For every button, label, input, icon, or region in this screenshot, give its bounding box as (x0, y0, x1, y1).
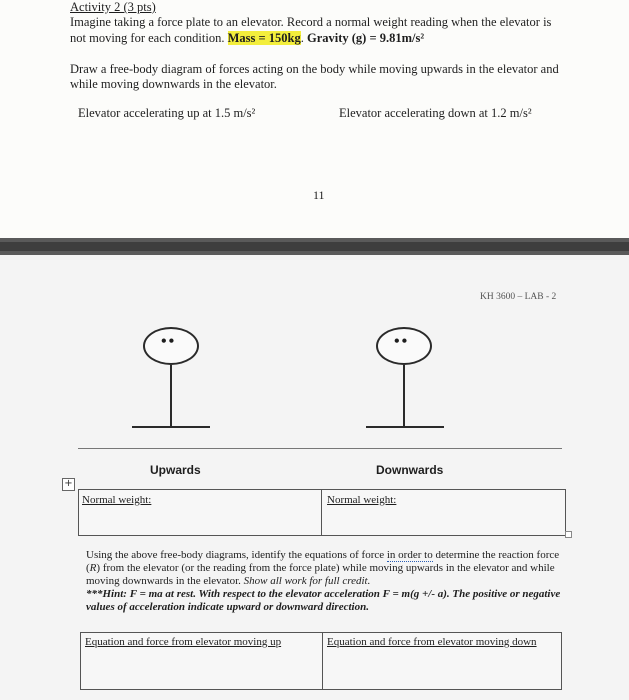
draw-instruction-line-1: Draw a free-body diagram of forces acting on the body while moving upwards in the elevator and (70, 62, 559, 76)
normal-weight-down-label: Normal weight: (327, 494, 397, 506)
equation-up-cell[interactable] (80, 632, 323, 690)
para-in-order-to: in order to (386, 549, 433, 561)
gravity-value: Gravity (g) = 9.81m/s² (306, 31, 425, 45)
table-move-handle-icon[interactable]: + (62, 478, 75, 491)
para-part-2: determine the reaction force ( (86, 549, 560, 574)
divider-line (78, 448, 562, 449)
page-separator-shadow (0, 242, 629, 251)
figure-eyes-down: •• (394, 333, 410, 350)
figure-eyes-up: •• (161, 333, 177, 350)
para-show-work: Show all work for full credit. (243, 575, 371, 587)
equation-down-label: Equation and force from elevator moving down (327, 636, 537, 648)
equation-down-cell[interactable] (322, 632, 562, 690)
equation-up-label: Equation and force from elevator moving up (85, 636, 282, 648)
downwards-label: Downwards (376, 463, 444, 477)
upwards-label: Upwards (150, 463, 201, 477)
figure-body-up (170, 365, 172, 427)
figure-base-up (132, 426, 210, 428)
para-part-1: Using the above free-body diagrams, identify the equations of force (86, 549, 387, 561)
instructions-paragraph (86, 549, 572, 614)
draw-instruction-line-2: while moving downwards in the elevator. (70, 77, 277, 91)
elevator-down-label: Elevator accelerating down at 1.2 m/s² (339, 106, 532, 120)
elevator-up-label: Elevator accelerating up at 1.5 m/s² (78, 106, 256, 120)
para-part-3: ) from the elevator (or the reading from the force plate) while moving upwards in the elevator and while moving downwards in the elevator. (86, 562, 555, 587)
mass-highlight: Mass = 150kg (227, 31, 301, 45)
intro-line-1: Imagine taking a force plate to an elevator. Record a normal weight reading when the elevator is (70, 15, 552, 29)
para-reaction-r: R (89, 562, 97, 574)
intro-line-2 (70, 31, 424, 46)
normal-weight-up-label: Normal weight: (82, 494, 152, 506)
course-header: KH 3600 – LAB - 2 (480, 292, 557, 302)
table-resize-handle-icon[interactable] (565, 531, 572, 538)
figure-body-down (403, 365, 405, 427)
activity-title: Activity 2 (3 pts) (70, 0, 156, 14)
figure-base-down (366, 426, 444, 428)
page-number: 11 (313, 188, 325, 202)
intro-line-2-mid: . (300, 31, 307, 45)
hint-text: ***Hint: F = ma at rest. With respect to the elevator acceleration F = m(g +/- a). The positive or negative values of acceleration indicate upward or downward direction. (86, 588, 561, 613)
normal-weight-down-cell[interactable] (321, 489, 566, 536)
intro-line-2-start: not moving for each condition. (70, 31, 228, 45)
normal-weight-up-cell[interactable] (78, 489, 322, 536)
